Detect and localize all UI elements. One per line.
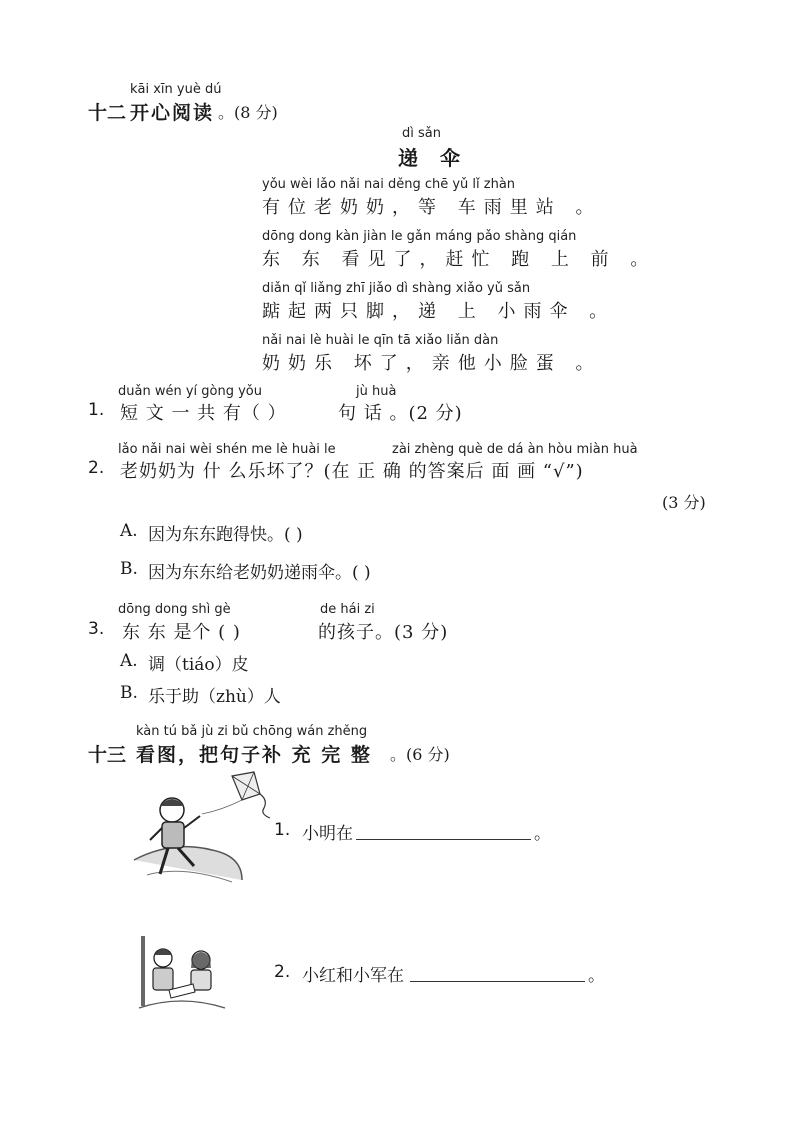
- poem-line-4: 奶奶乐 坏了，亲他小脸蛋 。: [262, 353, 602, 374]
- poem-line-4-pinyin: nǎi nai lè huài le qīn tā xiǎo liǎn dàn: [262, 333, 499, 348]
- section12-pinyin: kāi xīn yuè dú: [130, 82, 222, 97]
- poem-title: 递伞: [398, 146, 482, 170]
- fill-2-text: 小红和小军在: [302, 966, 404, 986]
- q3-option-b-text: 乐于助（zhù）人: [148, 687, 281, 707]
- fill-2-number: 2.: [274, 962, 291, 982]
- fill-1-number: 1.: [274, 820, 291, 840]
- section12-title: 开心阅读: [130, 102, 215, 124]
- q2-pinyin-a: lǎo nǎi nai wèi shén me lè huài le: [118, 442, 336, 457]
- two-children-illustration: [133, 934, 228, 1012]
- fill-1-end: 。: [534, 824, 551, 844]
- poem-line-2-pinyin: dōng dong kàn jiàn le gǎn máng pǎo shàng qián: [262, 229, 577, 244]
- q3-option-a-label: A.: [120, 651, 138, 671]
- q2-option-b-label: B.: [120, 559, 138, 579]
- section13-pinyin: kàn tú bǎ jù zi bǔ chōng wán zhěng: [136, 724, 368, 739]
- poem-line-3-pinyin: diǎn qǐ liǎng zhī jiǎo dì shàng xiǎo yǔ sǎn: [262, 281, 531, 296]
- q3-pinyin-b: de hái zi: [320, 602, 375, 617]
- q2-score: (3 分): [662, 493, 706, 512]
- q3-text-a: 东 东 是个 ( ): [122, 622, 241, 643]
- poem-line-3: 踮起两只脚，递 上 小雨伞 。: [262, 301, 616, 322]
- poem-line-1: 有位老奶奶，等 车雨里站 。: [262, 197, 602, 218]
- poem-line-2: 东 东 看见了，赶忙 跑 上 前 。: [262, 249, 657, 270]
- q3-option-b-label: B.: [120, 683, 138, 703]
- fill-2-answer-blank[interactable]: [410, 963, 585, 982]
- section12-number: 十二: [88, 102, 127, 124]
- fill-2-end: 。: [588, 966, 605, 986]
- q3-number: 3.: [88, 619, 105, 639]
- q2-pinyin-b: zài zhèng què de dá àn hòu miàn huà: [392, 442, 638, 457]
- fill-1-text: 小明在: [302, 824, 353, 844]
- section13-number: 十三: [88, 744, 127, 766]
- q1-text-a: 短 文 一 共 有（ ）: [120, 403, 287, 424]
- section12-score: 。(8 分): [218, 103, 278, 122]
- q3-pinyin-a: dōng dong shì gè: [118, 602, 231, 617]
- q2-option-b-text: 因为东东给老奶奶递雨伞。( ): [148, 563, 371, 583]
- q3-text-b: 的孩子。(3 分): [318, 622, 449, 643]
- poem-line-1-pinyin: yǒu wèi lǎo nǎi nai děng chē yǔ lǐ zhàn: [262, 177, 516, 192]
- boy-flying-kite-illustration: [132, 770, 277, 892]
- q1-text-b: 句 话 。(2 分): [338, 403, 463, 424]
- q1-pinyin-b: jù huà: [356, 384, 397, 399]
- q2-text: 老奶奶为 什 么乐坏了？(在 正 确 的答案后 面 画 “√”): [120, 461, 584, 482]
- section13-score: 。(6 分): [390, 745, 450, 764]
- section13-title: 看图，把句子补 充 完 整: [136, 744, 372, 766]
- q3-option-a-text: 调（tiáo）皮: [148, 655, 249, 675]
- poem-title-pinyin: dì sǎn: [402, 126, 441, 141]
- q2-option-a-label: A.: [120, 521, 138, 541]
- q2-number: 2.: [88, 458, 105, 478]
- q2-option-a-text: 因为东东跑得快。( ): [148, 525, 303, 545]
- fill-1-answer-blank[interactable]: [356, 821, 531, 840]
- q1-number: 1.: [88, 400, 105, 420]
- q1-pinyin-a: duǎn wén yí gòng yǒu: [118, 384, 262, 399]
